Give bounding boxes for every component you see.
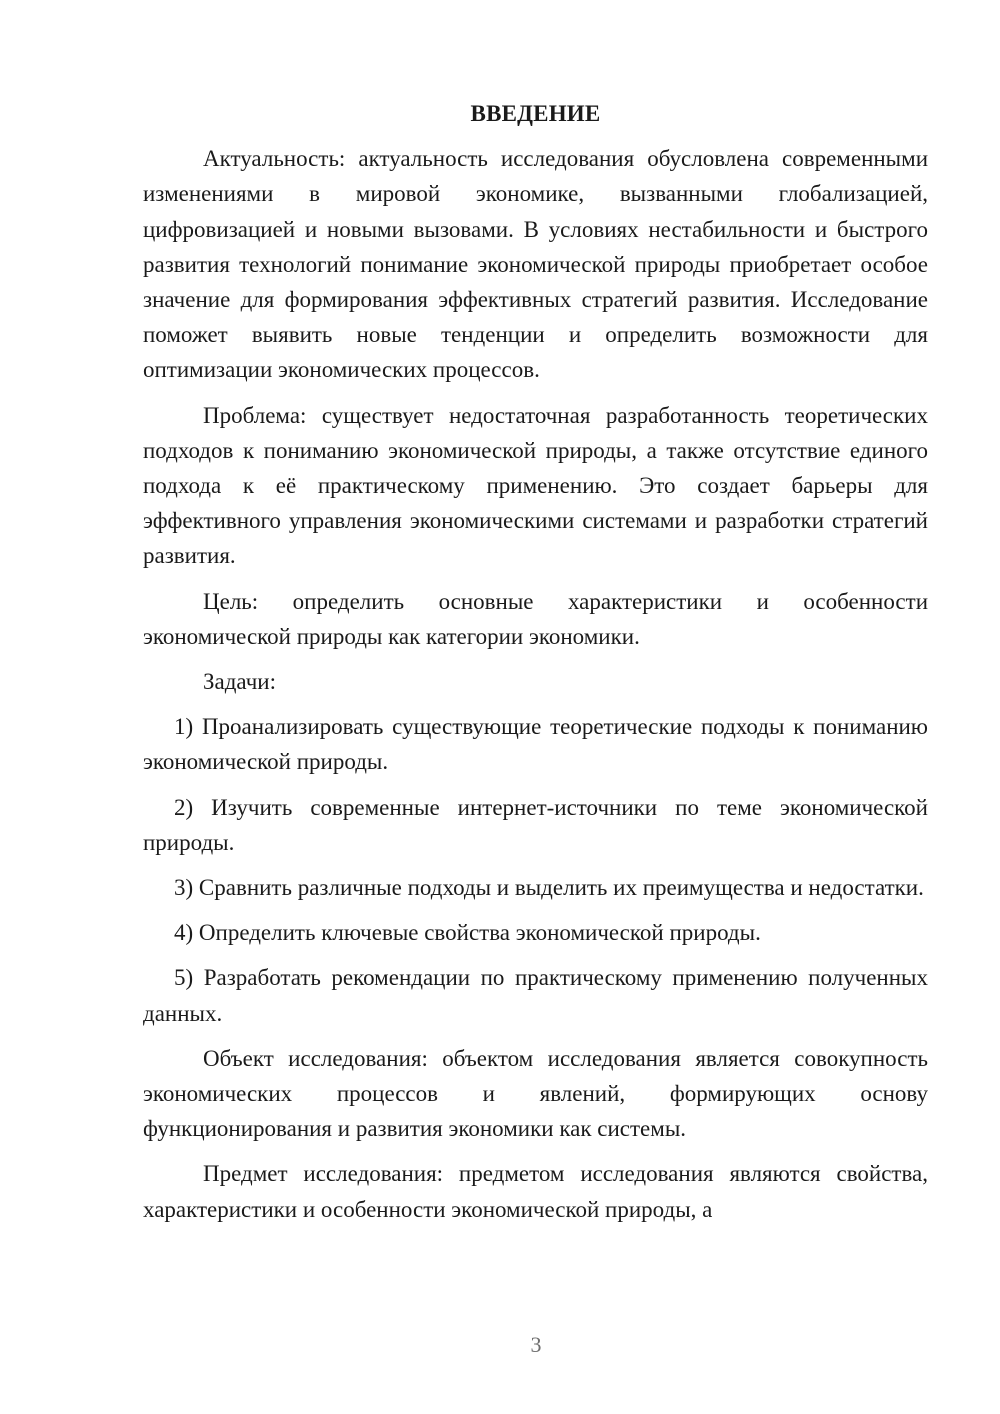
paragraph-object: Объект исследования: объектом исследования является совокупность экономических процессов и явлений, формирующих основу функционирования и развития экономики как системы.: [143, 1045, 928, 1142]
task-item-4: 4) Определить ключевые свойства экономической природы.: [174, 920, 761, 946]
paragraph-goal: Цель: определить основные характеристики и особенности экономической природы как категории экономики.: [143, 588, 928, 649]
task-item-3: 3) Сравнить различные подходы и выделить их преимущества и недостатки.: [174, 875, 924, 901]
section-title: ВВЕДЕНИЕ: [470, 101, 601, 126]
paragraph-tasks-heading: Задачи:: [203, 669, 276, 695]
paragraph-subject: Предмет исследования: предметом исследования являются свойства, характеристики и особенности экономической природы, а: [143, 1161, 928, 1222]
paragraph-problem: Проблема: существует недостаточная разработанность теоретических подходов к пониманию экономической природы, а также отсутствие единого подхода к её практическому применению. Это создает барьеры для эффективного управления экономическими системами и разработки стратегий развития.: [143, 402, 928, 569]
page-number: 3: [530, 1332, 542, 1357]
task-item-2: 2) Изучить современные интернет-источники по теме экономической природы.: [143, 794, 928, 855]
document-page: [143, 96, 928, 1227]
task-item-5: 5) Разработать рекомендации по практическому применению полученных данных.: [143, 965, 928, 1026]
task-item-1: 1) Проанализировать существующие теоретические подходы к пониманию экономической природы.: [143, 714, 928, 775]
paragraph-relevance: Актуальность: актуальность исследования обусловлена современными изменениями в мировой экономике, вызванными глобализацией, цифровизацией и новыми вызовами. В условиях нестабильности и быстрого развития технологий понимание экономической природы приобретает особое значение для формирования эффективных стратегий развития. Исследование поможет выявить новые тенденции и определить возможности для оптимизации экономических процессов.: [143, 146, 928, 383]
